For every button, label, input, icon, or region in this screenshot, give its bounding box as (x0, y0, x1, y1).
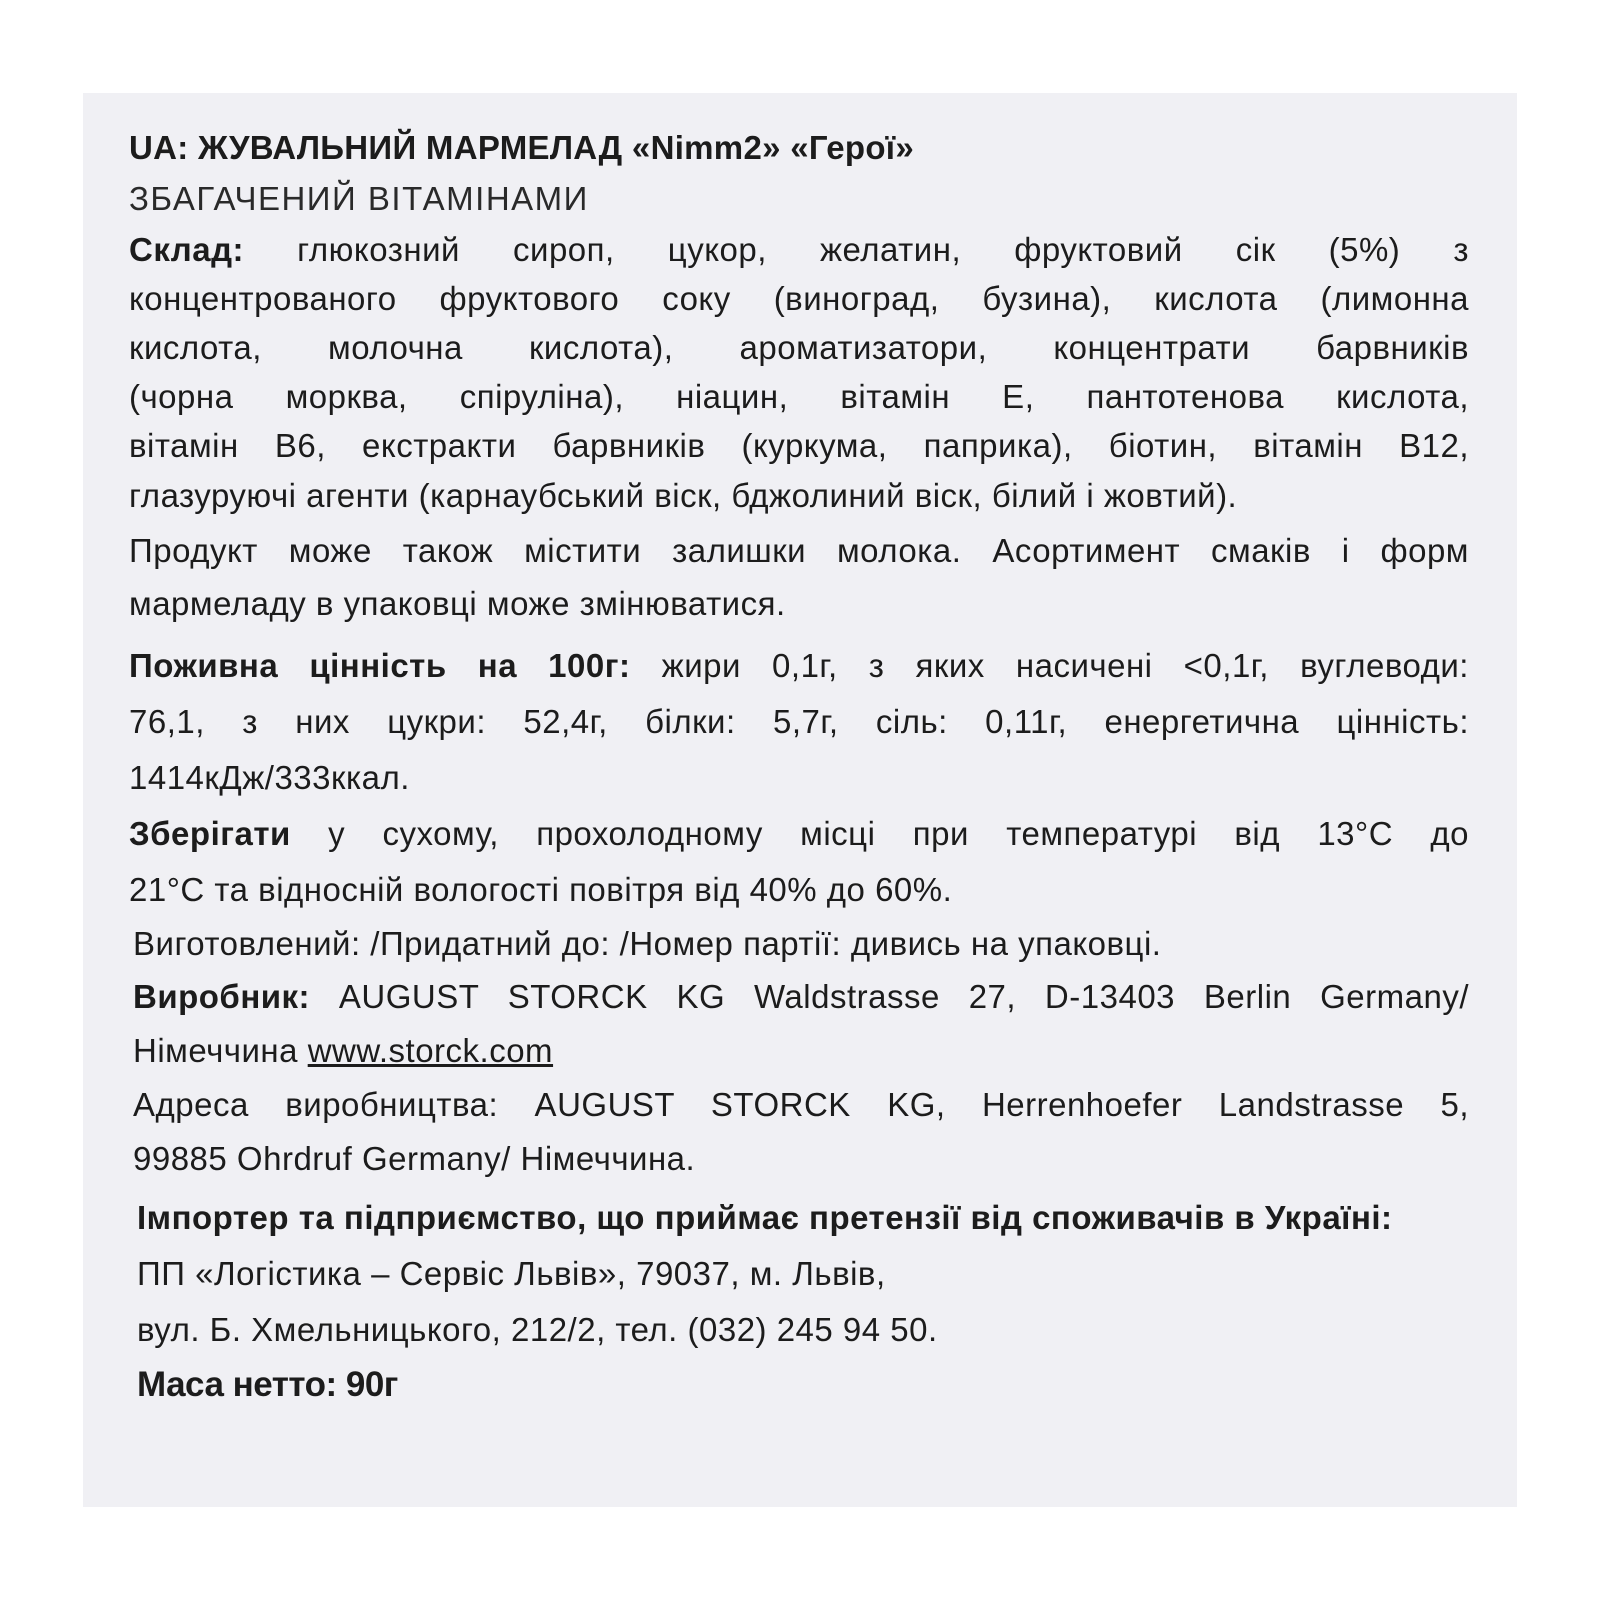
allergen-line-2: мармеладу в упаковці може змінюватися. (129, 585, 786, 622)
production-address-line-2: 99885 Ohrdruf Germany/ Німеччина. (133, 1140, 696, 1177)
dates-section (129, 918, 1469, 970)
storage-heading: Зберігати (129, 815, 291, 852)
allergen-line-1: Продукт може також містити залишки молока. Асортимент смаків і форм (129, 532, 1469, 569)
nutrition-line-1 (129, 638, 1469, 694)
nutrition-line-3: 1414кДж/333ккал. (129, 759, 410, 796)
product-label-card (83, 93, 1517, 1507)
importer-line-1: ПП «Логістика – Сервіс Львів», 79037, м. Львів, (137, 1255, 886, 1292)
dates-line: Виготовлений: /Придатний до: /Номер партії: дивись на упаковці. (133, 925, 1162, 962)
net-weight: Маса нетто: 90г (137, 1365, 398, 1404)
storck-website-link[interactable]: www.storck.com (307, 1032, 554, 1069)
manufacturer-line-1 (129, 970, 1469, 1024)
ingredients-line-6: глазуруючі агенти (карнаубський віск, бджолиний віск, білий і жовтий). (129, 477, 1238, 514)
ingredients-line-1 (129, 225, 1469, 274)
allergen-section (129, 525, 1469, 632)
ingredients-line-4: (чорна морква, спіруліна), ніацин, вітамін Е, пантотенова кислота, (129, 378, 1469, 415)
ingredients-line-3: кислота, молочна кислота), ароматизатори, концентрати барвників (129, 329, 1469, 366)
ingredients-line-2: концентрованого фруктового соку (виноград, бузина), кислота (лимонна (129, 280, 1469, 317)
nutrition-line-2: 76,1, з них цукри: 52,4г, білки: 5,7г, сіль: 0,11г, енергетична цінність: (129, 703, 1469, 740)
storage-line-1 (129, 806, 1469, 862)
manufacturer-country: Німеччина (133, 1032, 308, 1069)
importer-section (129, 1190, 1469, 1358)
manufacturer-heading: Виробник: (133, 978, 311, 1015)
nutrition-text: жири 0,1г, з яких насичені <0,1г, вуглеводи: (630, 647, 1469, 684)
importer-line-2: вул. Б. Хмельницького, 212/2, тел. (032) 245 94 50. (137, 1311, 938, 1348)
nutrition-heading: Поживна цінність на 100г: (129, 647, 631, 684)
storage-line-2: 21°С та відносній вологості повітря від 40% до 60%. (129, 871, 953, 908)
ingredients-heading: Склад: (129, 231, 245, 268)
manufacturer-text: AUGUST STORCK KG Waldstrasse 27, D-13403 Berlin Germany/ (310, 978, 1469, 1015)
ingredients-text: глюкозний сироп, цукор, желатин, фруктовий сік (5%) з (244, 231, 1469, 268)
manufacturer-section (129, 970, 1469, 1078)
product-subtitle: ЗБАГАЧЕНИЙ ВІТАМІНАМИ (129, 180, 589, 217)
importer-heading: Імпортер та підприємство, що приймає претензії від споживачів в Україні: (137, 1199, 1393, 1236)
ingredients-section (129, 225, 1469, 521)
product-title: UA: ЖУВАЛЬНИЙ МАРМЕЛАД «Nimm2» «Герої» (129, 129, 915, 166)
manufacturer-line-2 (129, 1024, 1469, 1078)
storage-text: у сухому, прохолодному місці при температурі від 13°С до (290, 815, 1469, 852)
ingredients-line-5: вітамін В6, екстракти барвників (куркума, паприка), біотин, вітамін В12, (129, 427, 1469, 464)
nutrition-section (129, 638, 1469, 806)
storage-section (129, 806, 1469, 918)
production-address-section (129, 1078, 1469, 1186)
production-address-line-1: Адреса виробництва: AUGUST STORCK KG, Herrenhoefer Landstrasse 5, (133, 1086, 1469, 1123)
